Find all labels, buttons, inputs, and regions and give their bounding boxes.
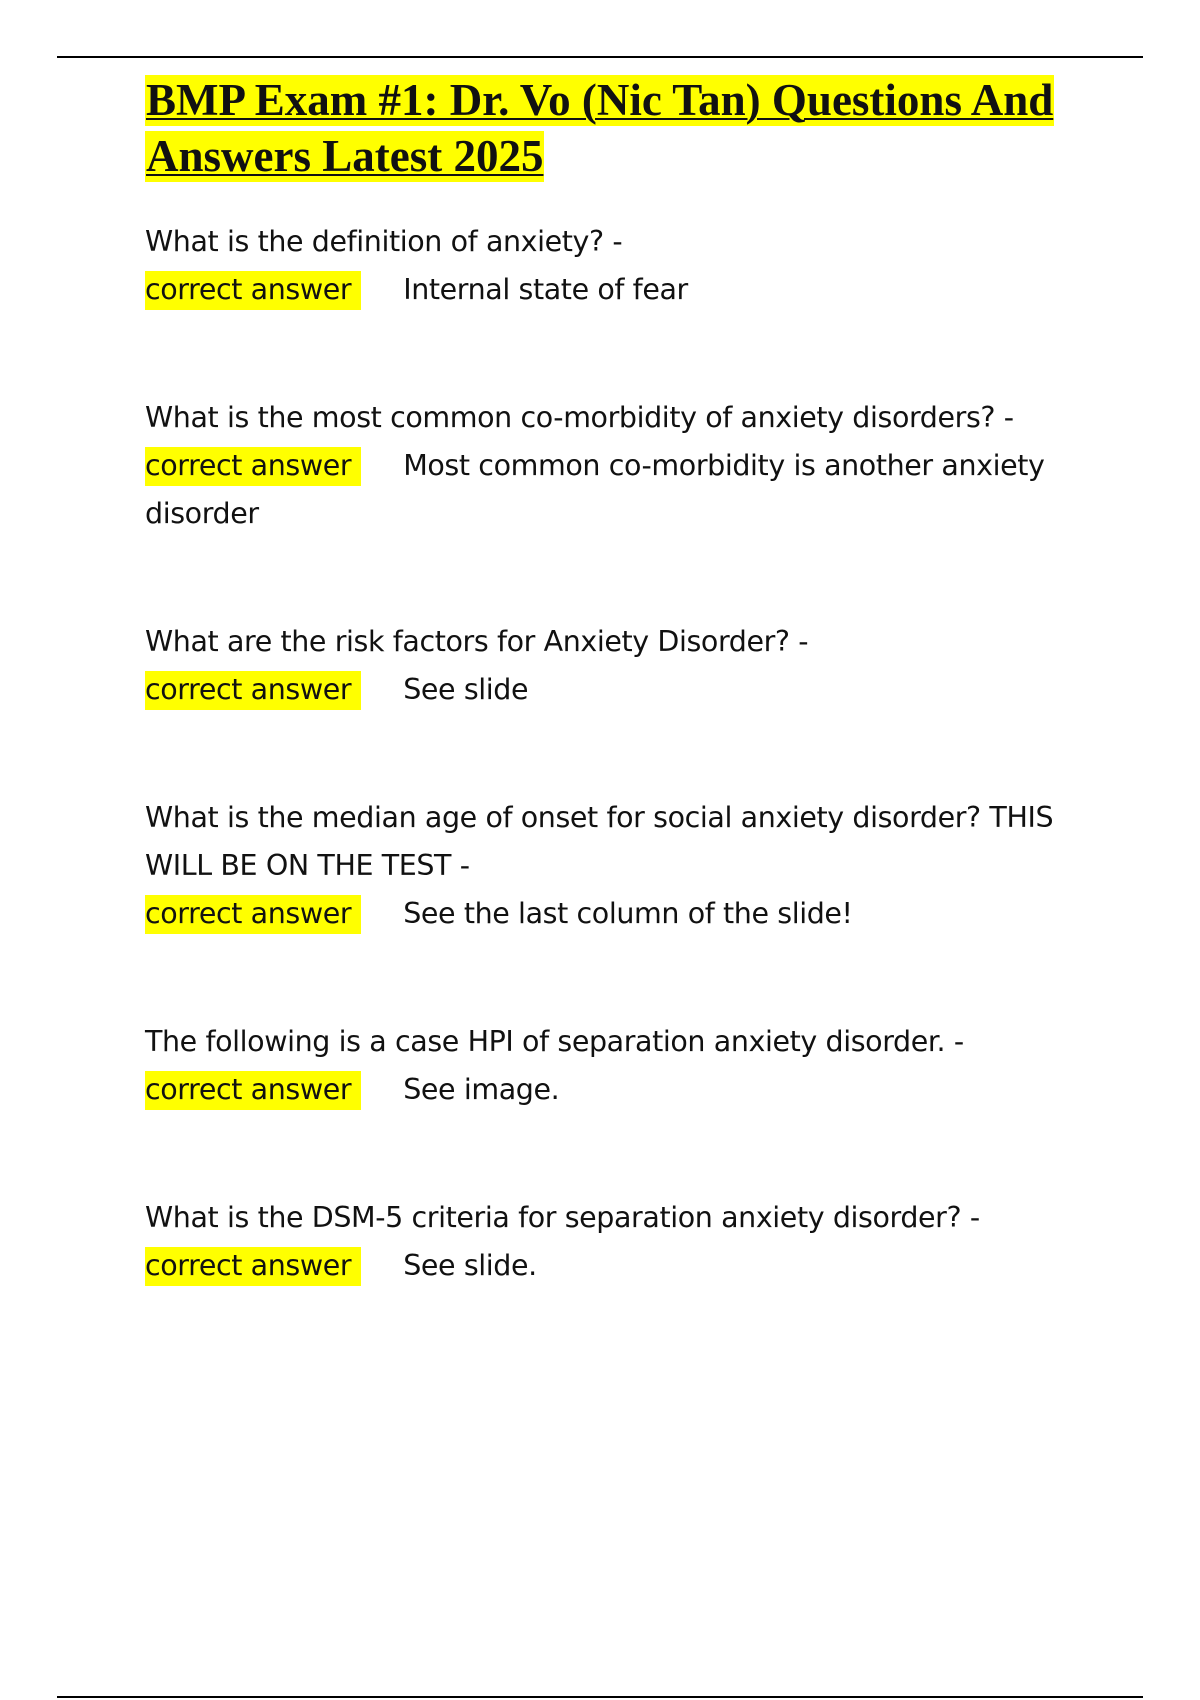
- answer-line: [145, 666, 1075, 714]
- answer-line: [145, 890, 1075, 938]
- answer-text: See the last column of the slide!: [403, 897, 853, 930]
- correct-answer-label: correct answer: [145, 1247, 361, 1286]
- answer-text: See slide: [403, 673, 529, 706]
- answer-line: [145, 1242, 1075, 1290]
- header-rule: [57, 56, 1143, 58]
- document-title: [145, 72, 1075, 184]
- correct-answer-label: correct answer: [145, 271, 361, 310]
- qa-item: [145, 618, 1075, 714]
- qa-item: [145, 1194, 1075, 1290]
- answer-line: [145, 266, 1075, 314]
- question-text: What are the risk factors for Anxiety Disorder? -: [145, 625, 809, 658]
- document-body: [145, 72, 1075, 1290]
- qa-item: [145, 1018, 1075, 1114]
- qa-item: [145, 218, 1075, 314]
- answer-text: See slide.: [403, 1249, 537, 1282]
- answer-text: Internal state of fear: [403, 273, 688, 306]
- question-text: What is the most common co-morbidity of anxiety disorders? -: [145, 401, 1014, 434]
- correct-answer-label: correct answer: [145, 447, 361, 486]
- question-text: What is the median age of onset for social anxiety disorder? THIS WILL BE ON THE TEST -: [145, 801, 1054, 882]
- qa-list: [145, 218, 1075, 1290]
- answer-line: [145, 1066, 1075, 1114]
- answer-line: [145, 442, 1075, 538]
- correct-answer-label: correct answer: [145, 895, 361, 934]
- question-text: What is the definition of anxiety? -: [145, 225, 623, 258]
- answer-text: See image.: [403, 1073, 560, 1106]
- qa-item: [145, 394, 1075, 538]
- question-text: What is the DSM-5 criteria for separation anxiety disorder? -: [145, 1201, 980, 1234]
- document-title-text: BMP Exam #1: Dr. Vo (Nic Tan) Questions And Answers Latest 2025: [146, 75, 1054, 181]
- correct-answer-label: correct answer: [145, 1071, 361, 1110]
- footer-rule: [57, 1696, 1143, 1698]
- question-text: The following is a case HPI of separation anxiety disorder. -: [145, 1025, 964, 1058]
- correct-answer-label: correct answer: [145, 671, 361, 710]
- answer-text: Most common co-morbidity is another anxiety disorder: [145, 449, 1045, 530]
- qa-item: [145, 794, 1075, 938]
